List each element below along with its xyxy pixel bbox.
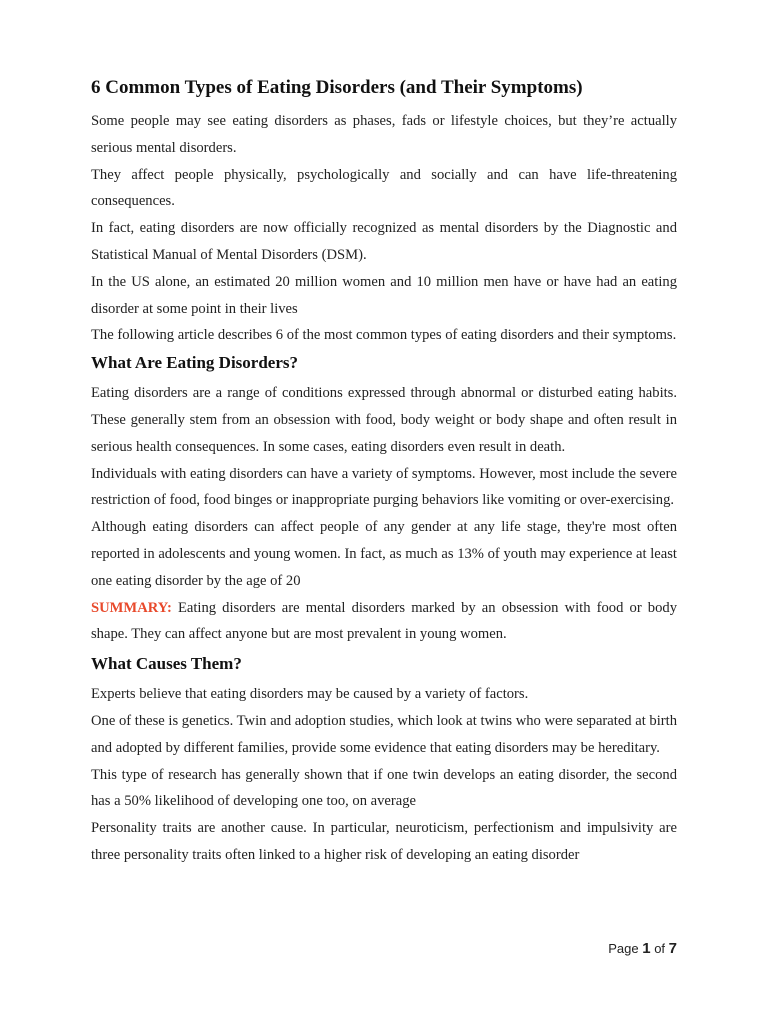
section2-paragraph-4: Personality traits are another cause. In particular, neuroticism, perfectionism and impulsivity are three personality traits often linked to a higher risk of developing an eating disorder (91, 820, 677, 863)
section2-paragraph-3: This type of research has generally shown that if one twin develops an eating disorder, the second has a 50% likelihood of developing one too, on average (91, 766, 677, 810)
page-total: 7 (668, 940, 677, 957)
intro-paragraph-3: In fact, eating disorders are now officially recognized as mental disorders by the Diagnostic and Statistical Manual of Mental Disorders (DSM). (91, 220, 677, 263)
section2-paragraph-2: One of these is genetics. Twin and adoption studies, which look at twins who were separated at birth and adopted by different families, provide some evidence that eating disorders may be hereditary. (91, 712, 677, 756)
page-current: 1 (642, 940, 651, 957)
section1-paragraph-3: Although eating disorders can affect people of any gender at any life stage, they're most often reported in adolescents and young women. In fact, as much as 13% of youth may experience at least one eating disorder by the age of 20 (91, 519, 677, 589)
section1-paragraph-2: Individuals with eating disorders can have a variety of symptoms. However, most include the severe restriction of food, food binges or inappropriate purging behaviors like vomiting or over-exercising. (91, 465, 677, 509)
of-label: of (650, 941, 669, 956)
summary-text: Eating disorders are mental disorders marked by an obsession with food or body shape. They can affect anyone but are most prevalent in young women. (91, 599, 677, 643)
intro-paragraph-4: In the US alone, an estimated 20 million women and 10 million men have or have had an eating disorder at some point in their lives (91, 273, 677, 317)
summary-paragraph (91, 595, 677, 649)
section2-paragraph-1: Experts believe that eating disorders may be caused by a variety of factors. (91, 686, 529, 703)
summary-label: SUMMARY: (91, 599, 172, 616)
section-heading-what-causes: What Causes Them? (91, 654, 242, 674)
section1-paragraph-1: Eating disorders are a range of conditions expressed through abnormal or disturbed eating habits. These generally stem from an obsession with food, body weight or body shape and often result in serious health consequences. In some cases, eating disorders even result in death. (91, 385, 677, 455)
document-page (91, 76, 677, 869)
section-heading-what-are: What Are Eating Disorders? (91, 353, 298, 373)
intro-paragraph-2: They affect people physically, psychologically and socially and can have life-threatening consequences. (91, 166, 677, 210)
intro-paragraph-1: Some people may see eating disorders as phases, fads or lifestyle choices, but they’re actually serious mental disorders. (91, 113, 677, 156)
page-label: Page (608, 941, 643, 956)
intro-paragraph-5: The following article describes 6 of the most common types of eating disorders and their symptoms. (91, 327, 677, 344)
page-number-footer (608, 940, 677, 957)
document-title: 6 Common Types of Eating Disorders (and Their Symptoms) (91, 77, 583, 98)
